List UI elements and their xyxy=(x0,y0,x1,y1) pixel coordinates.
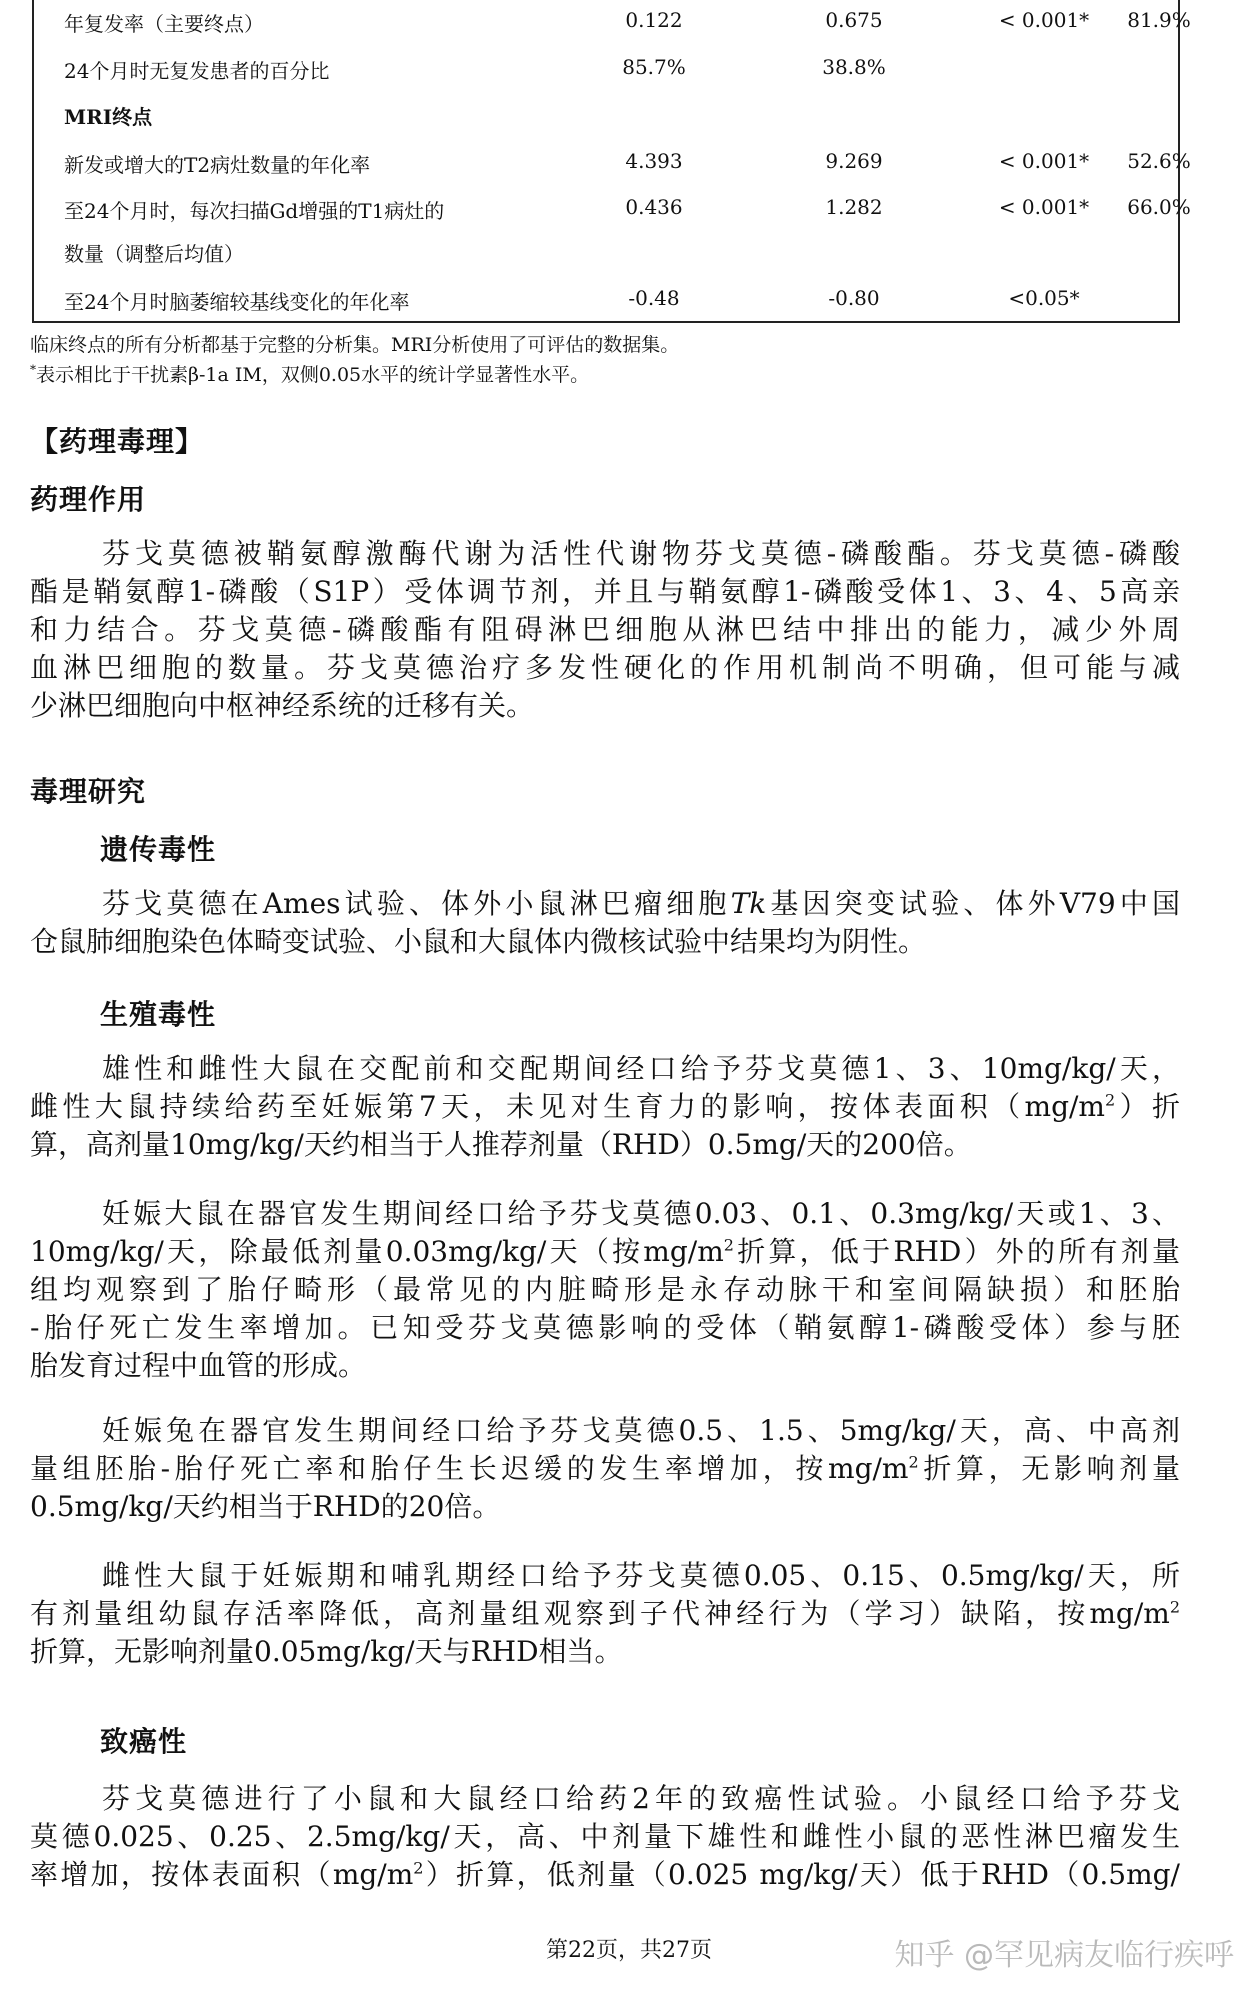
table-row: 新发或增大的T2病灶数量的年化率 4.393 9.269 < 0.001* 52.6% xyxy=(64,149,1191,177)
page-number: 第22页，共27页 xyxy=(546,1938,712,1963)
genotoxicity-paragraph: 芬戈莫德在Ames试验、体外小鼠淋巴瘤细胞Tk基因突变试验、体外V79中国 仓鼠肺细胞染色体畸变试验、小鼠和大鼠体内微核试验中结果均为阴性。 xyxy=(30,887,1180,958)
table-note: *表示相比于干扰素β-1a IM，双侧0.05水平的统计学显著性水平。 xyxy=(30,362,590,386)
watermark: 知乎 @罕见病友临行疾呼 xyxy=(894,1938,1234,1973)
carcinogenicity-heading: 致癌性 xyxy=(100,1725,188,1758)
reproductive-paragraph-2: 妊娠大鼠在器官发生期间经口给予芬戈莫德0.03、0.1、0.3mg/kg/天或1、3、 10mg/kg/天，除最低剂量0.03mg/kg/天（按$mg/m^2$折算，低于RHD）外的所有剂量 组均观察到了胎仔畸形（最常见的内脏畸形是永存动脉干和室间隔缺损）和胚胎 -胎仔死亡发生率增加。已知受芬戈莫德影响的受体（鞘氨醇1-磷酸受体）参与胚 胎发育过程中血管的形成。 xyxy=(30,1197,1180,1382)
table-row: 年复发率（主要终点） 0.122 0.675 < 0.001* 81.9% xyxy=(64,8,1191,36)
reproductive-paragraph-4: 雌性大鼠于妊娠期和哺乳期经口给予芬戈莫德0.05、0.15、0.5mg/kg/天，所 有剂量组幼鼠存活率降低，高剂量组观察到子代神经行为（学习）缺陷，按$mg/m^2$ 折算，无影响剂量0.05mg/kg/天与RHD相当。 xyxy=(30,1559,1180,1668)
table-row: 24个月时无复发患者的百分比 85.7% 38.8% xyxy=(64,55,886,83)
table-row: 数量（调整后均值） xyxy=(64,242,244,266)
results-table xyxy=(32,0,1191,323)
reproductive-toxicity-heading: 生殖毒性 xyxy=(100,998,217,1031)
genotoxicity-heading: 遗传毒性 xyxy=(100,833,217,866)
toxicology-heading: 毒理研究 xyxy=(30,775,147,808)
table-section-title: MRI终点 xyxy=(64,105,153,129)
reproductive-paragraph-3: 妊娠兔在器官发生期间经口给予芬戈莫德0.5、1.5、5mg/kg/天，高、中高剂 量组胚胎-胎仔死亡率和胎仔生长迟缓的发生率增加，按$mg/m^2$折算，无影响剂量 0.5mg/kg/天约相当于RHD的20倍。 xyxy=(30,1414,1180,1523)
table-row: 至24个月时，每次扫描Gd增强的T1病灶的 0.436 1.282 < 0.001* 66.0% xyxy=(64,195,1191,223)
pharmacology-heading: 药理作用 xyxy=(30,483,147,516)
carcinogenicity-paragraph: 芬戈莫德进行了小鼠和大鼠经口给药2年的致癌性试验。小鼠经口给予芬戈 莫德0.025、0.25、2.5mg/kg/天，高、中剂量下雄性和雌性小鼠的恶性淋巴瘤发生 率增加，按体表面积$(mg/m^2)$折算，低剂量（0.025 mg/kg/天）低于RHD（0.5mg/ xyxy=(30,1782,1180,1891)
table-note: 临床终点的所有分析都基于完整的分析集。MRI分析使用了可评估的数据集。 xyxy=(30,334,680,356)
pharmacology-paragraph: 芬戈莫德被鞘氨醇激酶代谢为活性代谢物芬戈莫德-磷酸酯。芬戈莫德-磷酸 酯是鞘氨醇1-磷酸（S1P）受体调节剂，并且与鞘氨醇1-磷酸受体1、3、4、5高亲 和力结合。芬戈莫德-磷酸酯有阻碍淋巴细胞从淋巴结中排出的能力，减少外周 血淋巴细胞的数量。芬戈莫德治疗多发性硬化的作用机制尚不明确，但可能与减 少淋巴细胞向中枢神经系统的迁移有关。 xyxy=(30,537,1180,722)
table-row: 至24个月时脑萎缩较基线变化的年化率 -0.48 -0.80 <0.05* xyxy=(64,286,1080,314)
reproductive-paragraph-1: 雄性和雌性大鼠在交配前和交配期间经口给予芬戈莫德1、3、10mg/kg/天， 雌性大鼠持续给药至妊娠第7天，未见对生育力的影响，按体表面积$(mg/m^2)$折 算，高剂量10mg/kg/天约相当于人推荐剂量（RHD）0.5mg/天的200倍。 xyxy=(30,1052,1180,1161)
section-title: 【药理毒理】 xyxy=(30,425,205,458)
